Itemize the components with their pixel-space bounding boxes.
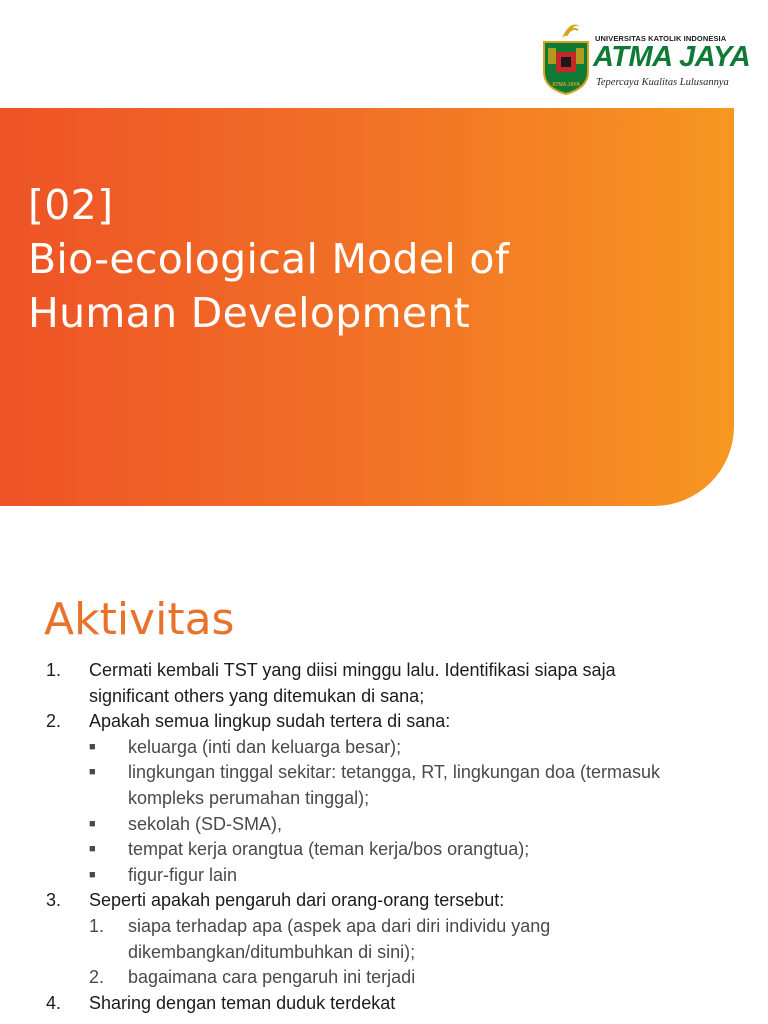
university-logo xyxy=(540,10,751,96)
sub-list-item xyxy=(46,812,746,838)
bullet-square-icon: ■ xyxy=(89,868,96,881)
list-item-text: bagaimana cara pengaruh ini terjadi xyxy=(128,967,416,988)
slide-title xyxy=(28,178,510,340)
sub-list-item xyxy=(46,863,746,889)
list-item-text: Cermati kembali TST yang diisi minggu lalu. Identifikasi siapa saja xyxy=(89,660,616,680)
bullet-square-icon: ■ xyxy=(89,740,96,753)
list-number: 2. xyxy=(46,711,62,732)
list-item-text: kompleks perumahan tinggal); xyxy=(128,787,370,808)
list-item-text: significant others yang ditemukan di sana; xyxy=(89,685,425,706)
title-line-2: Bio-ecological Model of xyxy=(28,235,510,283)
activity-list xyxy=(46,658,746,1016)
list-item-text: Sharing dengan teman duduk terdekat xyxy=(89,992,396,1013)
section-heading: Aktivitas xyxy=(44,594,235,645)
list-item-text: siapa terhadap apa (aspek apa dari diri individu yang xyxy=(128,915,551,936)
list-number: 2. xyxy=(89,967,105,988)
list-item-text: Apakah semua lingkup sudah tertera di sana: xyxy=(89,711,451,732)
university-name: ATMA JAYA xyxy=(593,41,751,73)
sub-list-item xyxy=(46,760,746,786)
list-number: 1. xyxy=(89,915,105,936)
title-banner xyxy=(0,108,734,506)
list-item-text: Seperti apakah pengaruh dari orang-orang tersebut: xyxy=(89,890,505,911)
title-line-3: Human Development xyxy=(28,289,471,337)
sub-list-item xyxy=(46,914,746,940)
sub-list-item xyxy=(46,837,746,863)
bullet-square-icon: ■ xyxy=(89,843,96,856)
list-number: 3. xyxy=(46,890,62,911)
list-item xyxy=(46,709,746,735)
university-tagline: Tepercaya Kualitas Lulusannya xyxy=(596,77,729,88)
list-item-text: figur-figur lain xyxy=(128,864,238,885)
shield-icon xyxy=(542,38,590,96)
list-item xyxy=(46,658,746,684)
university-subtitle: UNIVERSITAS KATOLIK INDONESIA xyxy=(595,34,727,43)
sub-list-item xyxy=(46,786,746,812)
bullet-square-icon: ■ xyxy=(89,766,96,779)
sub-list-item xyxy=(46,735,746,761)
title-line-number: [02] xyxy=(28,181,114,229)
list-item-text: lingkungan tinggal sekitar: tetangga, RT, lingkungan doa (termasuk xyxy=(128,762,661,783)
list-number: 4. xyxy=(46,992,62,1013)
sub-list-item xyxy=(46,940,746,966)
list-item-text: dikembangkan/ditumbuhkan di sini); xyxy=(128,941,416,962)
list-item xyxy=(46,991,746,1017)
bullet-square-icon: ■ xyxy=(89,817,96,830)
seal-text: ATMA JAYA xyxy=(552,82,580,88)
list-item-text: keluarga (inti dan keluarga besar); xyxy=(128,736,402,757)
list-item xyxy=(46,888,746,914)
list-item-text: sekolah (SD-SMA), xyxy=(128,813,283,834)
list-number: 1. xyxy=(46,660,62,680)
list-item xyxy=(46,684,746,710)
list-item-text: tempat kerja orangtua (teman kerja/bos orangtua); xyxy=(128,839,530,860)
sub-list-item xyxy=(46,965,746,991)
